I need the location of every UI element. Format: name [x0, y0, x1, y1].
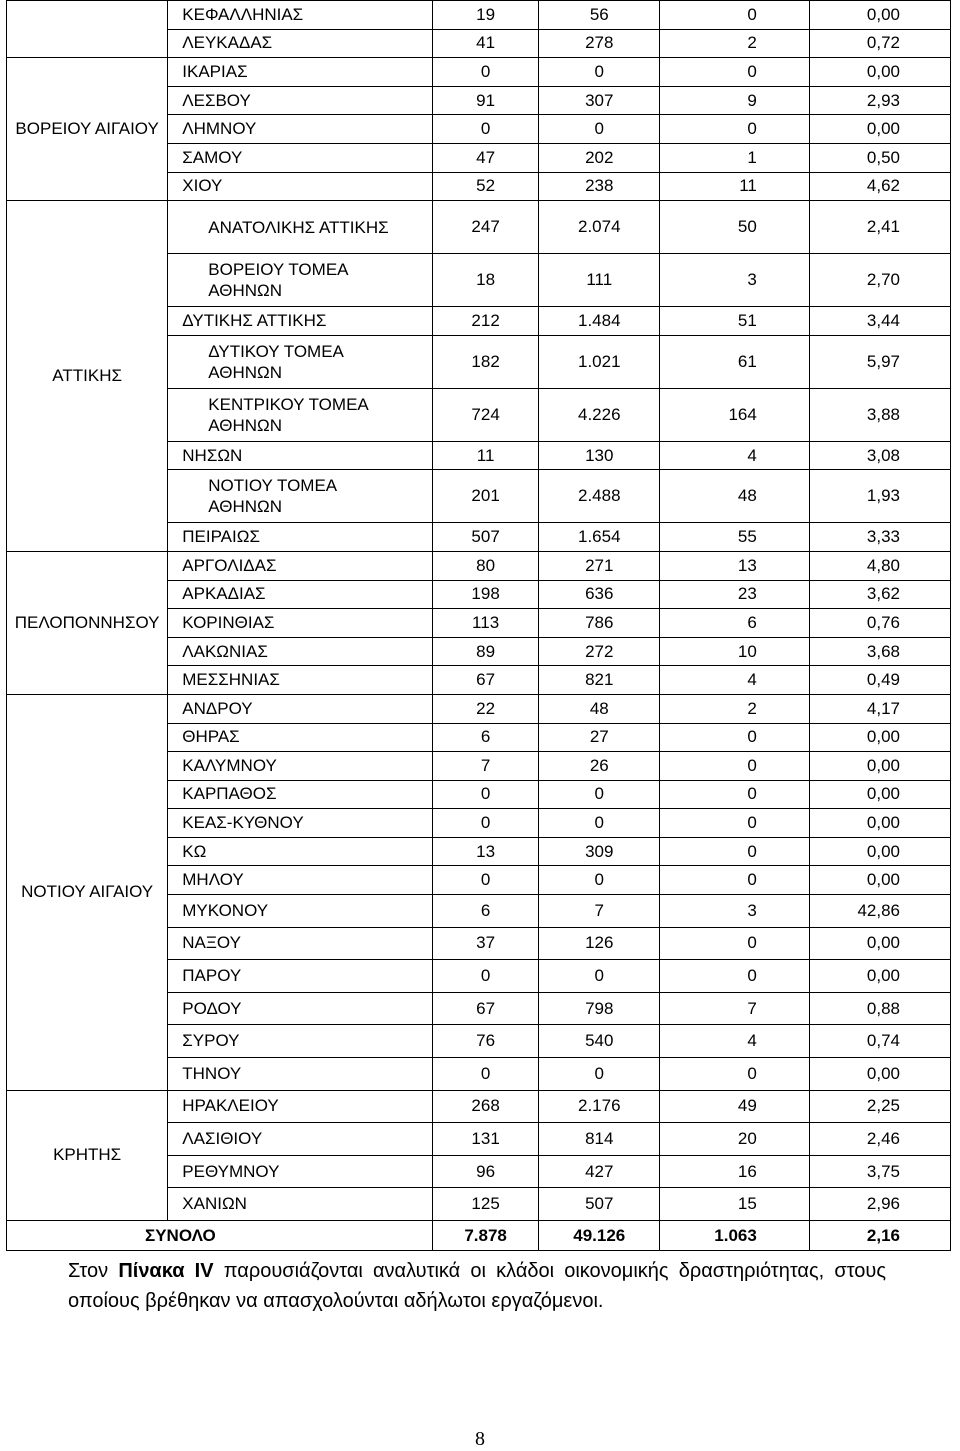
- percent-cell: 2,70: [809, 254, 950, 307]
- employees-cell: 540: [539, 1025, 660, 1058]
- employees-cell: 0: [539, 866, 660, 895]
- undeclared-cell: 0: [660, 1, 809, 30]
- table-row: [7, 58, 951, 87]
- undeclared-cell: 51: [660, 307, 809, 336]
- percent-cell: 0,00: [809, 780, 950, 809]
- percent-cell: 2,93: [809, 86, 950, 115]
- region-cell: ΑΤΤΙΚΗΣ: [7, 201, 168, 552]
- businesses-cell: 0: [433, 115, 539, 144]
- total-percent-cell: 2,16: [809, 1221, 950, 1251]
- body-paragraph: [68, 1256, 886, 1316]
- undeclared-cell: 2: [660, 29, 809, 58]
- undeclared-cell: 0: [660, 927, 809, 960]
- table-row: [7, 1, 951, 30]
- table-row: [7, 694, 951, 723]
- undeclared-cell: 0: [660, 115, 809, 144]
- employees-cell: 130: [539, 441, 660, 470]
- prefecture-cell: ΒΟΡΕΙΟΥ ΤΟΜΕΑ ΑΘΗΝΩΝ: [168, 254, 433, 307]
- businesses-cell: 0: [433, 58, 539, 87]
- prefecture-cell: ΧΑΝΙΩΝ: [168, 1188, 433, 1221]
- businesses-cell: 198: [433, 580, 539, 609]
- businesses-cell: 0: [433, 866, 539, 895]
- undeclared-cell: 0: [660, 809, 809, 838]
- businesses-cell: 22: [433, 694, 539, 723]
- prefecture-cell: ΗΡΑΚΛΕΙΟΥ: [168, 1090, 433, 1123]
- prefecture-cell: ΡΕΘΥΜΝΟΥ: [168, 1155, 433, 1188]
- employees-cell: 1.484: [539, 307, 660, 336]
- prefecture-cell: ΚΕΑΣ-ΚΥΘΝΟΥ: [168, 809, 433, 838]
- paragraph-lead: Στον: [68, 1260, 119, 1282]
- undeclared-cell: 0: [660, 780, 809, 809]
- employees-cell: 636: [539, 580, 660, 609]
- undeclared-cell: 0: [660, 723, 809, 752]
- businesses-cell: 182: [433, 335, 539, 388]
- prefecture-cell: ΔΥΤΙΚΟΥ ΤΟΜΕΑ ΑΘΗΝΩΝ: [168, 335, 433, 388]
- total-row: [7, 1221, 951, 1251]
- employees-cell: 0: [539, 58, 660, 87]
- employees-cell: 798: [539, 992, 660, 1025]
- employees-cell: 427: [539, 1155, 660, 1188]
- prefecture-cell: ΜΗΛΟΥ: [168, 866, 433, 895]
- percent-cell: 0,00: [809, 837, 950, 866]
- percent-cell: 42,86: [809, 895, 950, 928]
- employees-cell: 0: [539, 960, 660, 993]
- undeclared-cell: 0: [660, 752, 809, 781]
- prefecture-cell: ΚΕΦΑΛΛΗΝΙΑΣ: [168, 1, 433, 30]
- businesses-cell: 19: [433, 1, 539, 30]
- businesses-cell: 0: [433, 1058, 539, 1091]
- percent-cell: 0,00: [809, 115, 950, 144]
- percent-cell: 0,00: [809, 927, 950, 960]
- businesses-cell: 268: [433, 1090, 539, 1123]
- percent-cell: 0,00: [809, 752, 950, 781]
- employees-cell: 202: [539, 143, 660, 172]
- prefecture-cell: ΠΕΙΡΑΙΩΣ: [168, 523, 433, 552]
- prefecture-cell: ΙΚΑΡΙΑΣ: [168, 58, 433, 87]
- percent-cell: 1,93: [809, 470, 950, 523]
- undeclared-cell: 48: [660, 470, 809, 523]
- employees-cell: 1.021: [539, 335, 660, 388]
- prefecture-cell: ΜΥΚΟΝΟΥ: [168, 895, 433, 928]
- region-cell: ΠΕΛΟΠΟΝΝΗΣΟΥ: [7, 551, 168, 694]
- table-row: [7, 201, 951, 254]
- employees-cell: 0: [539, 780, 660, 809]
- undeclared-cell: 11: [660, 172, 809, 201]
- employees-cell: 0: [539, 1058, 660, 1091]
- prefecture-cell: ΣΑΜΟΥ: [168, 143, 433, 172]
- businesses-cell: 52: [433, 172, 539, 201]
- percent-cell: 0,00: [809, 1, 950, 30]
- employees-cell: 126: [539, 927, 660, 960]
- prefecture-cell: ΚΟΡΙΝΘΙΑΣ: [168, 609, 433, 638]
- businesses-cell: 18: [433, 254, 539, 307]
- prefecture-cell: ΝΑΞΟΥ: [168, 927, 433, 960]
- businesses-cell: 201: [433, 470, 539, 523]
- region-cell: ΝΟΤΙΟΥ ΑΙΓΑΙΟΥ: [7, 694, 168, 1090]
- percent-cell: 0,72: [809, 29, 950, 58]
- undeclared-cell: 23: [660, 580, 809, 609]
- statistics-table: [6, 0, 951, 1251]
- employees-cell: 2.488: [539, 470, 660, 523]
- employees-cell: 26: [539, 752, 660, 781]
- employees-cell: 0: [539, 115, 660, 144]
- percent-cell: 0,00: [809, 866, 950, 895]
- businesses-cell: 212: [433, 307, 539, 336]
- employees-cell: 238: [539, 172, 660, 201]
- undeclared-cell: 0: [660, 1058, 809, 1091]
- employees-cell: 271: [539, 551, 660, 580]
- businesses-cell: 89: [433, 637, 539, 666]
- region-cell: ΒΟΡΕΙΟΥ ΑΙΓΑΙΟΥ: [7, 58, 168, 201]
- total-employees-cell: 49.126: [539, 1221, 660, 1251]
- businesses-cell: 67: [433, 992, 539, 1025]
- prefecture-cell: ΚΩ: [168, 837, 433, 866]
- percent-cell: 3,08: [809, 441, 950, 470]
- undeclared-cell: 20: [660, 1123, 809, 1156]
- percent-cell: 0,49: [809, 666, 950, 695]
- businesses-cell: 6: [433, 895, 539, 928]
- employees-cell: 814: [539, 1123, 660, 1156]
- undeclared-cell: 3: [660, 895, 809, 928]
- businesses-cell: 724: [433, 388, 539, 441]
- table-body: [7, 1, 951, 1251]
- prefecture-cell: ΑΡΓΟΛΙΔΑΣ: [168, 551, 433, 580]
- businesses-cell: 0: [433, 780, 539, 809]
- undeclared-cell: 61: [660, 335, 809, 388]
- employees-cell: 821: [539, 666, 660, 695]
- percent-cell: 5,97: [809, 335, 950, 388]
- prefecture-cell: ΠΑΡΟΥ: [168, 960, 433, 993]
- undeclared-cell: 3: [660, 254, 809, 307]
- employees-cell: 309: [539, 837, 660, 866]
- employees-cell: 507: [539, 1188, 660, 1221]
- businesses-cell: 67: [433, 666, 539, 695]
- prefecture-cell: ΜΕΣΣΗΝΙΑΣ: [168, 666, 433, 695]
- undeclared-cell: 49: [660, 1090, 809, 1123]
- undeclared-cell: 0: [660, 960, 809, 993]
- prefecture-cell: ΛΕΥΚΑΔΑΣ: [168, 29, 433, 58]
- businesses-cell: 0: [433, 960, 539, 993]
- undeclared-cell: 2: [660, 694, 809, 723]
- businesses-cell: 37: [433, 927, 539, 960]
- businesses-cell: 6: [433, 723, 539, 752]
- undeclared-cell: 4: [660, 666, 809, 695]
- undeclared-cell: 164: [660, 388, 809, 441]
- prefecture-cell: ΧΙΟΥ: [168, 172, 433, 201]
- table-row: [7, 1090, 951, 1123]
- percent-cell: 3,62: [809, 580, 950, 609]
- prefecture-cell: ΛΑΚΩΝΙΑΣ: [168, 637, 433, 666]
- percent-cell: 0,76: [809, 609, 950, 638]
- percent-cell: 3,75: [809, 1155, 950, 1188]
- prefecture-cell: ΚΑΛΥΜΝΟΥ: [168, 752, 433, 781]
- percent-cell: 0,00: [809, 809, 950, 838]
- businesses-cell: 91: [433, 86, 539, 115]
- percent-cell: 4,80: [809, 551, 950, 580]
- prefecture-cell: ΝΗΣΩΝ: [168, 441, 433, 470]
- businesses-cell: 11: [433, 441, 539, 470]
- prefecture-cell: ΛΑΣΙΘΙΟΥ: [168, 1123, 433, 1156]
- businesses-cell: 0: [433, 809, 539, 838]
- businesses-cell: 13: [433, 837, 539, 866]
- percent-cell: 0,00: [809, 960, 950, 993]
- prefecture-cell: ΡΟΔΟΥ: [168, 992, 433, 1025]
- businesses-cell: 41: [433, 29, 539, 58]
- percent-cell: 0,88: [809, 992, 950, 1025]
- employees-cell: 0: [539, 809, 660, 838]
- employees-cell: 272: [539, 637, 660, 666]
- businesses-cell: 507: [433, 523, 539, 552]
- businesses-cell: 125: [433, 1188, 539, 1221]
- employees-cell: 48: [539, 694, 660, 723]
- employees-cell: 786: [539, 609, 660, 638]
- businesses-cell: 47: [433, 143, 539, 172]
- percent-cell: 3,44: [809, 307, 950, 336]
- region-cell: ΚΡΗΤΗΣ: [7, 1090, 168, 1220]
- total-businesses-cell: 7.878: [433, 1221, 539, 1251]
- undeclared-cell: 15: [660, 1188, 809, 1221]
- percent-cell: 2,46: [809, 1123, 950, 1156]
- employees-cell: 56: [539, 1, 660, 30]
- region-cell: [7, 1, 168, 58]
- prefecture-cell: ΑΝΑΤΟΛΙΚΗΣ ΑΤΤΙΚΗΣ: [168, 201, 433, 254]
- businesses-cell: 131: [433, 1123, 539, 1156]
- percent-cell: 0,00: [809, 723, 950, 752]
- undeclared-cell: 10: [660, 637, 809, 666]
- total-label: ΣΥΝΟΛΟ: [7, 1221, 433, 1251]
- employees-cell: 111: [539, 254, 660, 307]
- undeclared-cell: 6: [660, 609, 809, 638]
- undeclared-cell: 55: [660, 523, 809, 552]
- page-number: 8: [475, 1428, 485, 1450]
- undeclared-cell: 0: [660, 837, 809, 866]
- percent-cell: 4,62: [809, 172, 950, 201]
- undeclared-cell: 7: [660, 992, 809, 1025]
- percent-cell: 2,25: [809, 1090, 950, 1123]
- undeclared-cell: 16: [660, 1155, 809, 1188]
- employees-cell: 278: [539, 29, 660, 58]
- businesses-cell: 247: [433, 201, 539, 254]
- undeclared-cell: 9: [660, 86, 809, 115]
- percent-cell: 3,68: [809, 637, 950, 666]
- percent-cell: 0,00: [809, 58, 950, 87]
- businesses-cell: 113: [433, 609, 539, 638]
- table-row: [7, 551, 951, 580]
- employees-cell: 2.074: [539, 201, 660, 254]
- prefecture-cell: ΛΕΣΒΟΥ: [168, 86, 433, 115]
- prefecture-cell: ΑΡΚΑΔΙΑΣ: [168, 580, 433, 609]
- prefecture-cell: ΣΥΡΟΥ: [168, 1025, 433, 1058]
- prefecture-cell: ΘΗΡΑΣ: [168, 723, 433, 752]
- undeclared-cell: 13: [660, 551, 809, 580]
- percent-cell: 0,50: [809, 143, 950, 172]
- percent-cell: 3,33: [809, 523, 950, 552]
- employees-cell: 7: [539, 895, 660, 928]
- percent-cell: 2,96: [809, 1188, 950, 1221]
- employees-cell: 27: [539, 723, 660, 752]
- undeclared-cell: 0: [660, 58, 809, 87]
- employees-cell: 307: [539, 86, 660, 115]
- prefecture-cell: ΔΥΤΙΚΗΣ ΑΤΤΙΚΗΣ: [168, 307, 433, 336]
- percent-cell: 0,00: [809, 1058, 950, 1091]
- undeclared-cell: 1: [660, 143, 809, 172]
- percent-cell: 2,41: [809, 201, 950, 254]
- employees-cell: 2.176: [539, 1090, 660, 1123]
- paragraph-table-reference: Πίνακα IV: [118, 1260, 214, 1282]
- undeclared-cell: 50: [660, 201, 809, 254]
- businesses-cell: 76: [433, 1025, 539, 1058]
- percent-cell: 0,74: [809, 1025, 950, 1058]
- prefecture-cell: ΑΝΔΡΟΥ: [168, 694, 433, 723]
- total-undeclared-cell: 1.063: [660, 1221, 809, 1251]
- paragraph-rest: παρουσιάζονται αναλυτικά οι κλάδοι οικονομικής δραστηριότητας, στους οποίους βρέθηκαν να απασχολούνται αδήλωτοι εργαζόμενοι.: [68, 1260, 887, 1312]
- undeclared-cell: 4: [660, 441, 809, 470]
- prefecture-cell: ΚΑΡΠΑΘΟΣ: [168, 780, 433, 809]
- prefecture-cell: ΛΗΜΝΟΥ: [168, 115, 433, 144]
- businesses-cell: 7: [433, 752, 539, 781]
- percent-cell: 4,17: [809, 694, 950, 723]
- businesses-cell: 96: [433, 1155, 539, 1188]
- employees-cell: 1.654: [539, 523, 660, 552]
- prefecture-cell: ΝΟΤΙΟΥ ΤΟΜΕΑ ΑΘΗΝΩΝ: [168, 470, 433, 523]
- employees-cell: 4.226: [539, 388, 660, 441]
- prefecture-cell: ΤΗΝΟΥ: [168, 1058, 433, 1091]
- businesses-cell: 80: [433, 551, 539, 580]
- undeclared-cell: 4: [660, 1025, 809, 1058]
- percent-cell: 3,88: [809, 388, 950, 441]
- prefecture-cell: ΚΕΝΤΡΙΚΟΥ ΤΟΜΕΑ ΑΘΗΝΩΝ: [168, 388, 433, 441]
- undeclared-cell: 0: [660, 866, 809, 895]
